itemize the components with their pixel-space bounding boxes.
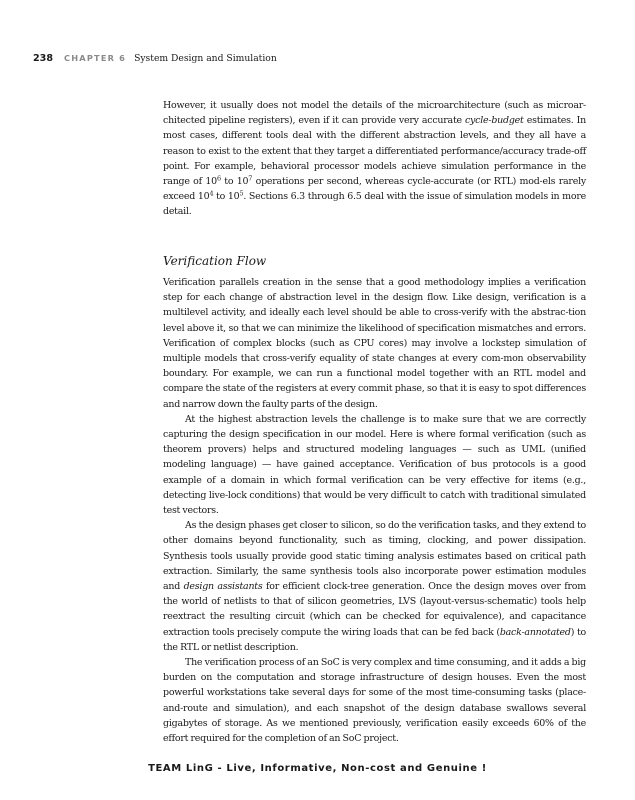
emphasis-cycle-budget: cycle-budget [464, 115, 524, 127]
intro-paragraph [163, 98, 586, 220]
exponent: 6 [216, 174, 221, 183]
paragraph: Verification parallels creation in the sense that a good methodology implies a verification step for each change of abstraction level in the design flow. Like design, verification is a multilevel activity, and ideally each level should be able to cross-verify with the abstrac-tion level above it, so that we can minimize the likelihood of specification mismatches and errors. Verification of complex blocks (such as CPU cores) may involve a lockstep simulation of multiple models that cross-verify equality of state changes at every com-mon observability boundary. For example, we can run a functional model together with an RTL model and compare the state of the registers at every commit phase, so that it is easy to spot differences and narrow down the faulty parts of the design. [163, 277, 586, 410]
running-title: System Design and Simulation [134, 53, 277, 64]
footer-banner: TEAM LinG - Live, Informative, Non-cost and Genuine ! [148, 763, 487, 774]
paragraph: At the highest abstraction levels the challenge is to make sure that we are correctly capturing the design specification in our model. Here is where formal verification (such as theorem provers) helps and structured modeling languages — such as UML (unified modeling language) — have gained acceptance. Verification of bus protocols is a good example of a domain in which formal verification can be very effective for items (e.g., detecting live-lock conditions) that would be very difficult to catch with traditional simulated test vectors. [163, 413, 586, 517]
exponent: 5 [239, 189, 244, 198]
intro-text: However, it usually does not model the details of the microarchitecture (such as microar-chitected pipeline registers), even if it can provide very accurate cycle-budget estimates. In most cases, different tools deal with the different abstraction levels, and they all have a reason to exist to the extent that they target a differentiated performance/accuracy trade-off point. For example, behavioral processor models achieve simulation performance in the range of $10^6$ to $10^7$ operations per second, whereas cycle-accurate (or RTL) mod-els rarely exceed $10^4$ to $10^5$. Sections 6.3 through 6.5 deal with the issue of simulation models in more detail. [163, 100, 586, 218]
page-number: 238 [33, 53, 54, 64]
emphasis-back-annotated: back-annotated [499, 626, 571, 638]
emphasis-design-assistants: design assistants [183, 581, 263, 593]
chapter-label: CHAPTER 6 [64, 53, 127, 63]
exponent: 7 [248, 174, 253, 183]
paragraph: As the design phases get closer to silicon, so do the verification tasks, and they extend to other domains beyond functionality, such as timing, clocking, and power dissipation. Synthesis tools usually provide good static timing analysis estimates based on critical path extraction. Similarly, the same synthesis tools also incorporate power estimation modules and design assistants for efficient clock-tree generation. Once the design moves over from the world of netlists to that of silicon geometries, LVS (layout-versus-schematic) tools help reextract the resulting circuit (which can be checked for equivalence), and capacitance extraction tools precisely compute the wiring loads that can be fed back (back-annotated) to the RTL or netlist description. [163, 520, 587, 653]
paragraph: The verification process of an SoC is very complex and time consuming, and it adds a big burden on the computation and storage infrastructure of design houses. Even the most powerful workstations take several days for some of the most time-consuming tasks (place-and-route and simulation), and each snapshot of the design database swallows several gigabytes of storage. As we mentioned previously, verification easily exceeds 60% of the effort required for the completion of an SoC project. [163, 657, 586, 745]
section-body [163, 275, 586, 746]
running-head [33, 53, 593, 64]
section-heading: Verification Flow [163, 254, 267, 268]
exponent: 4 [209, 189, 214, 198]
